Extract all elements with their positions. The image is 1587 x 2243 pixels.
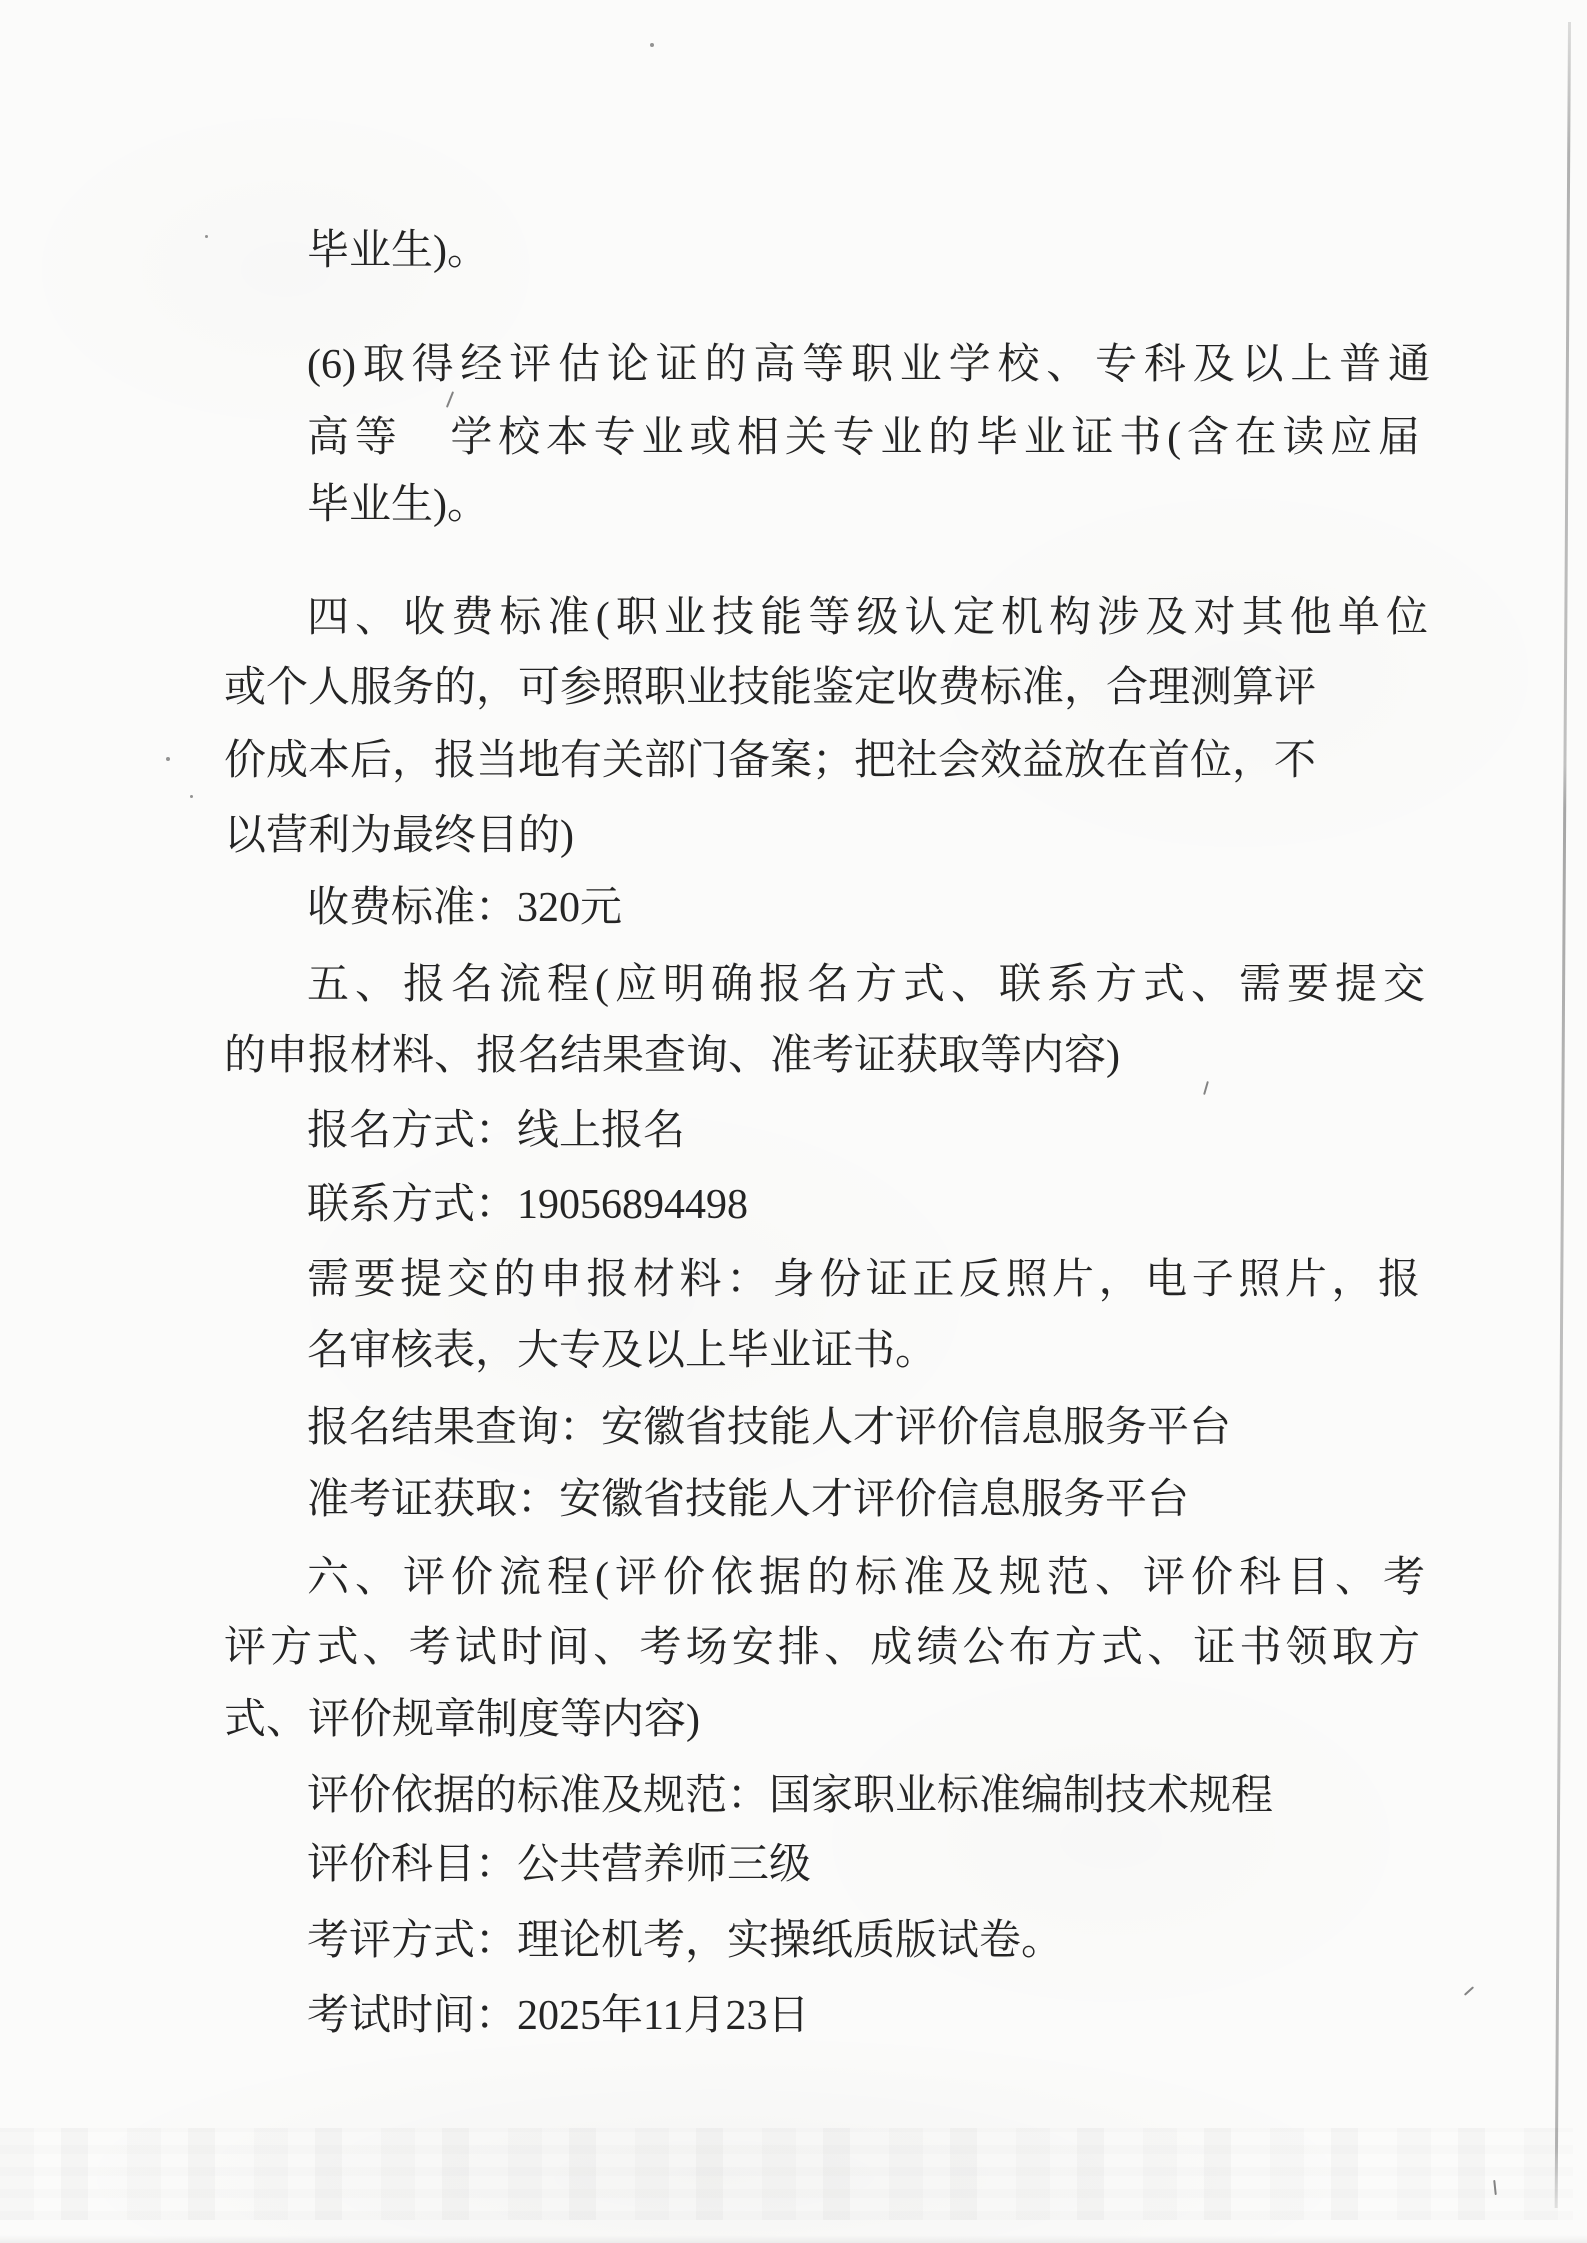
text-line-15: 名审核表，大专及以上毕业证书。 [307, 1328, 938, 1374]
text-line-19: 评方式、考试时间、考场安排、成绩公布方式、证书领取方 [224, 1625, 1420, 1671]
text-line-2: (6)取得经评估论证的高等职业学校、专科及以上普通 [307, 342, 1430, 388]
text-line-18: 六、评价流程(评价依据的标准及规范、评价科目、考 [307, 1555, 1425, 1601]
text-line-6: 或个人服务的，可参照职业技能鉴定收费标准，合理测算评 [224, 665, 1317, 711]
text-line-3: 高等 学校本专业或相关专业的毕业证书(含在读应届 [307, 415, 1420, 461]
scan-speckle-2 [205, 235, 208, 238]
scanner-edge-line [1555, 22, 1571, 2208]
text-line-23: 考评方式：理论机考，实操纸质版试卷。 [307, 1918, 1064, 1964]
scan-speckle-1 [650, 43, 654, 47]
text-line-24: 考试时间：2025年11月23日 [307, 1993, 810, 2039]
text-line-20: 式、评价规章制度等内容) [224, 1697, 700, 1743]
text-line-5: 四、收费标准(职业技能等级认定机构涉及对其他单位 [307, 595, 1428, 641]
text-line-11: 的申报材料、报名结果查询、准考证获取等内容) [224, 1033, 1120, 1079]
scan-speckle-6 [1203, 1081, 1209, 1095]
text-line-12: 报名方式：线上报名 [307, 1108, 686, 1154]
text-line-21: 评价依据的标准及规范：国家职业标准编制技术规程 [307, 1773, 1274, 1819]
text-line-14: 需要提交的申报材料：身份证正反照片，电子照片，报 [307, 1257, 1420, 1303]
text-line-17: 准考证获取：安徽省技能人才评价信息服务平台 [307, 1477, 1190, 1523]
text-line-13: 联系方式：19056894498 [307, 1182, 749, 1228]
text-line-16: 报名结果查询：安徽省技能人才评价信息服务平台 [307, 1405, 1232, 1451]
scan-speckle-4 [166, 757, 170, 761]
text-line-10: 五、报名流程(应明确报名方式、联系方式、需要提交 [307, 962, 1425, 1008]
page-bottom-edge [0, 2235, 1587, 2243]
scan-speckle-5 [190, 795, 193, 798]
text-line-4: 毕业生)。 [307, 482, 489, 528]
text-line-22: 评价科目：公共营养师三级 [307, 1842, 812, 1888]
text-line-7: 价成本后，报当地有关部门备案；把社会效益放在首位，不 [224, 738, 1317, 784]
text-line-1: 毕业生)。 [307, 228, 489, 274]
text-line-9: 收费标准：320元 [307, 885, 623, 931]
scan-speckle-7 [1464, 1986, 1474, 1996]
text-line-8: 以营利为最终目的) [224, 813, 574, 859]
scan-speckle-8 [1493, 2180, 1497, 2195]
scan-speckle-3 [446, 391, 454, 408]
